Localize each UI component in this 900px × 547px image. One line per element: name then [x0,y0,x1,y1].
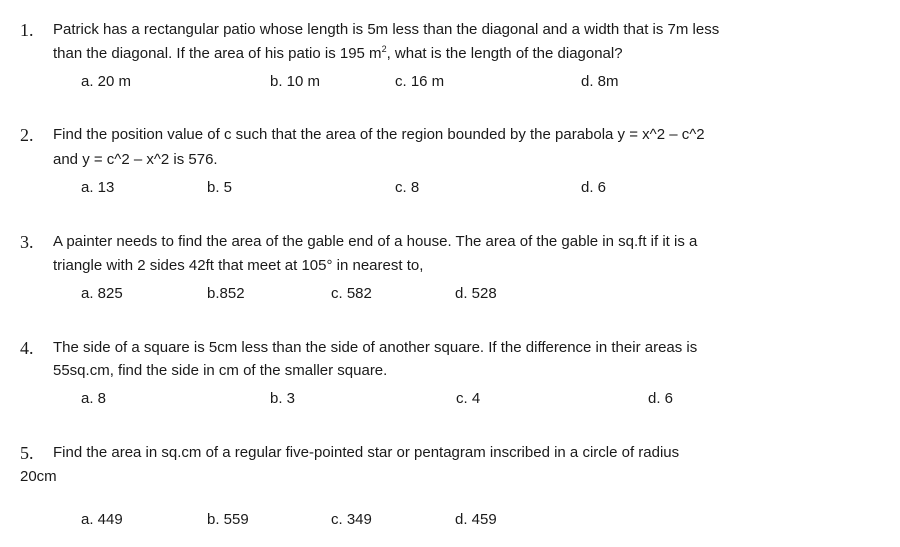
option-b: b. 3 [270,390,296,407]
option-a: a. 13 [81,179,115,196]
superscript: 2 [381,44,387,54]
question-number: 2. [20,125,34,145]
question-text-line-1: Find the position value of c such that the area of the region bounded by the parabola y = x^2 – c^2 [53,126,705,143]
option-d: d. 459 [455,511,497,528]
question-text-line-1: Patrick has a rectangular patio whose length is 5m less than the diagonal and a width that is 7m less [53,21,720,38]
question-number: 3. [20,232,34,252]
option-c: c. 4 [456,390,481,407]
question-text-tail: , what is the length of the diagonal? [386,45,623,62]
question-text-line-1: The side of a square is 5cm less than the side of another square. If the difference in their areas is [53,339,698,356]
question-number: 1. [20,20,34,40]
option-a: a. 8 [81,390,107,407]
option-c: c. 582 [331,285,372,302]
question-text: than the diagonal. If the area of his patio is 195 m [53,45,382,62]
option-a: a. 449 [81,511,123,528]
option-c: c. 16 m [395,73,445,90]
option-b: b.852 [207,285,245,302]
question-number: 5. [20,443,34,463]
question-text-line-2: 55sq.cm, find the side in cm of the smaller square. [53,362,388,379]
question-text-line-1: Find the area in sq.cm of a regular five-pointed star or pentagram inscribed in a circle of radius [53,444,680,461]
option-b: b. 559 [207,511,249,528]
option-d: d. 528 [455,285,497,302]
option-c: c. 8 [395,179,420,196]
option-d: d. 8m [581,73,619,90]
option-d: d. 6 [581,179,607,196]
question-number: 4. [20,338,34,358]
option-a: a. 20 m [81,73,132,90]
question-text-line-1: A painter needs to find the area of the gable end of a house. The area of the gable in sq.ft if it is a [53,233,698,250]
question-text-line-2: 20cm [20,468,57,485]
question-text-line-2 [53,44,623,64]
question-text-line-2: triangle with 2 sides 42ft that meet at 105° in nearest to, [53,257,424,274]
option-a: a. 825 [81,285,123,302]
option-c: c. 349 [331,511,372,528]
option-b: b. 5 [207,179,233,196]
option-b: b. 10 m [270,73,321,90]
question-text-line-2: and y = c^2 – x^2 is 576. [53,151,218,168]
option-d: d. 6 [648,390,674,407]
